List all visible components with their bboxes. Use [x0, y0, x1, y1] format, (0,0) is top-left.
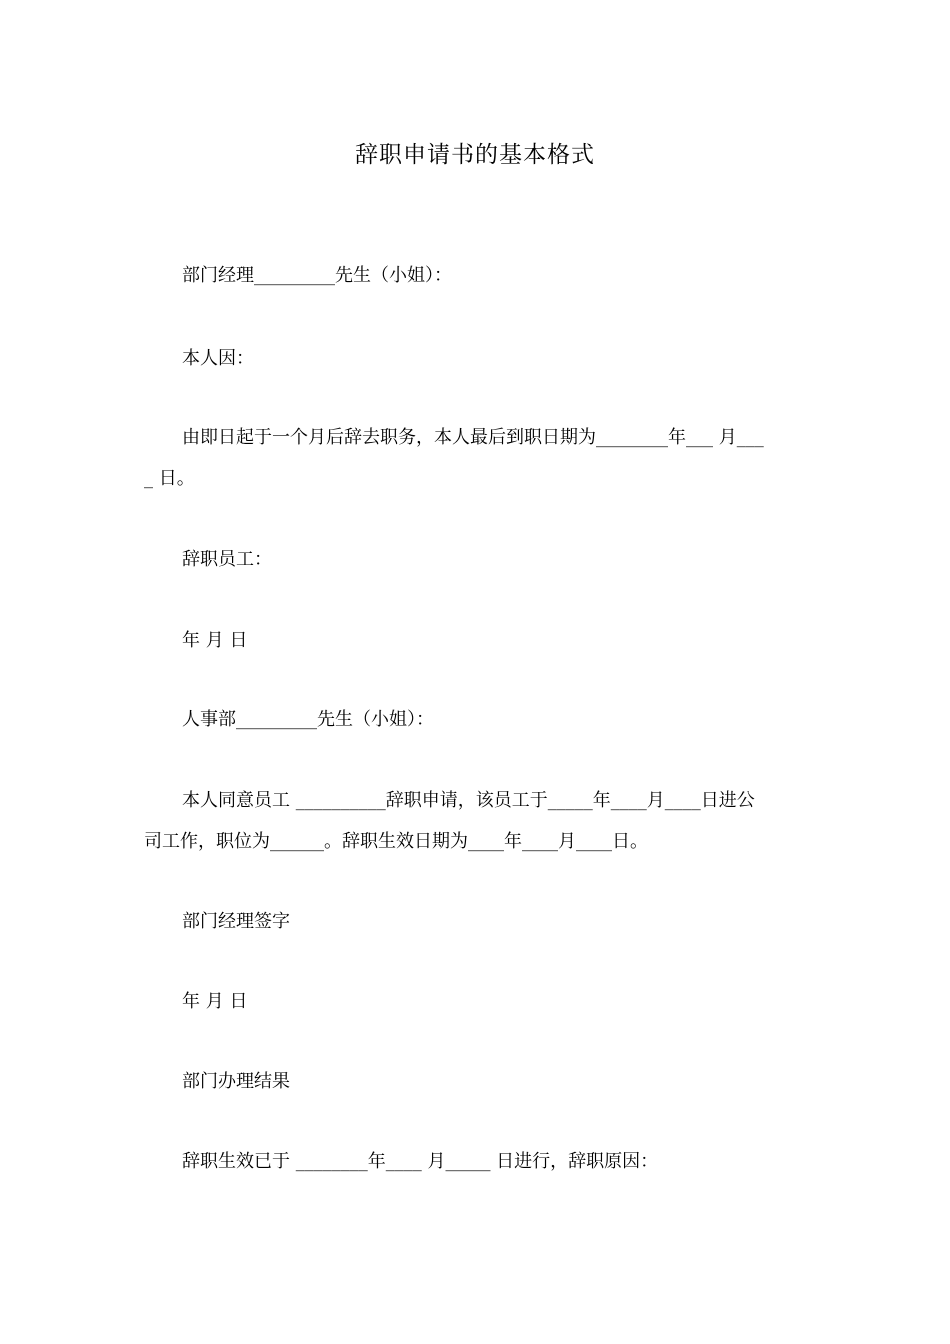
effective-date-line: 辞职生效已于 ________年____ 月_____ 日进行，辞职原因： — [182, 1151, 659, 1172]
approval-line-continued: 司工作，职位为______。辞职生效日期为____年____月____日。 — [144, 831, 648, 852]
last-day-line-continued: _ 日。 — [144, 468, 195, 489]
manager-salutation-line: 部门经理_________先生（小姐）： — [182, 265, 452, 286]
department-result-line: 部门办理结果 — [182, 1071, 290, 1092]
manager-date-line: 年 月 日 — [182, 991, 248, 1012]
employee-date-line: 年 月 日 — [182, 630, 248, 651]
manager-signature-line: 部门经理签字 — [182, 911, 290, 932]
reason-line: 本人因： — [182, 348, 254, 369]
hr-salutation-line: 人事部_________先生（小姐）： — [182, 709, 434, 730]
document-title: 辞职申请书的基本格式 — [355, 142, 595, 168]
last-day-line: 由即日起于一个月后辞去职务，本人最后到职日期为________年___ 月___ — [182, 427, 764, 448]
employee-signature-line: 辞职员工： — [182, 549, 272, 570]
approval-line: 本人同意员工 __________辞职申请，该员工于_____年____月____日进公 — [182, 790, 755, 811]
